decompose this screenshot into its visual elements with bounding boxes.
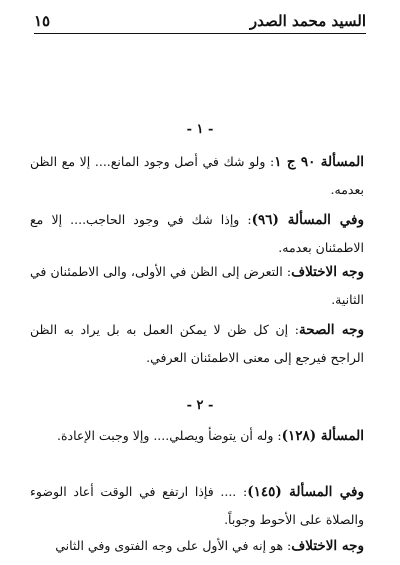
paragraph-lead: وجه الاختلاف [291, 264, 364, 280]
paragraph-lead: المسألة (١٢٨) [281, 428, 364, 444]
paragraph-text: : .... فإذا ارتفع في الوقت أعاد الوضوء والصلاة على الأحوط وجوباً. [30, 484, 364, 527]
paragraph-lead: وفي المسألة (٩٦) [251, 212, 364, 228]
paragraph-lead: وجه الاختلاف [291, 538, 364, 554]
paragraph [30, 316, 364, 371]
section-number: - ٢ - [186, 398, 214, 413]
paragraph-text: : إن كل ظن لا يمكن العمل به بل يراد به الظن الراجح فيرجع إلى معنى الاطمئنان العرفي. [30, 322, 364, 365]
paragraph-text: : التعرض إلى الظن في الأولى، والى الاطمئنان في الثانية. [30, 264, 364, 307]
paragraph-lead: وفي المسألة (١٤٥) [247, 484, 364, 500]
header-author: السيد محمد الصدر [249, 12, 366, 30]
paragraph-lead: المسألة ٩٠ ج ١ [274, 154, 364, 170]
paragraph-lead: وجه الصحة [299, 322, 365, 338]
paragraph-text: : هو إنه في الأول على وجه الفتوى وفي الثاني [55, 538, 292, 553]
paragraph [30, 206, 364, 261]
paragraph-text: : ولو شك في أصل وجود المانع.... إلا مع الظن بعدمه. [30, 154, 364, 197]
running-header [34, 8, 366, 30]
section-number: - ١ - [186, 122, 214, 137]
paragraph-text: : وله أن يتوضأ ويصلي.... وإلا وجبت الإعادة. [57, 428, 282, 443]
paragraph [30, 148, 364, 203]
header-rule [34, 33, 366, 34]
paragraph [30, 532, 364, 560]
paragraph [30, 478, 364, 533]
paragraph [30, 258, 364, 313]
page-number: ١٥ [34, 12, 51, 30]
paragraph-text: : وإذا شك في وجود الحاجب.... إلا مع الاطمئنان بعدمه. [30, 212, 364, 255]
paragraph [30, 422, 364, 450]
